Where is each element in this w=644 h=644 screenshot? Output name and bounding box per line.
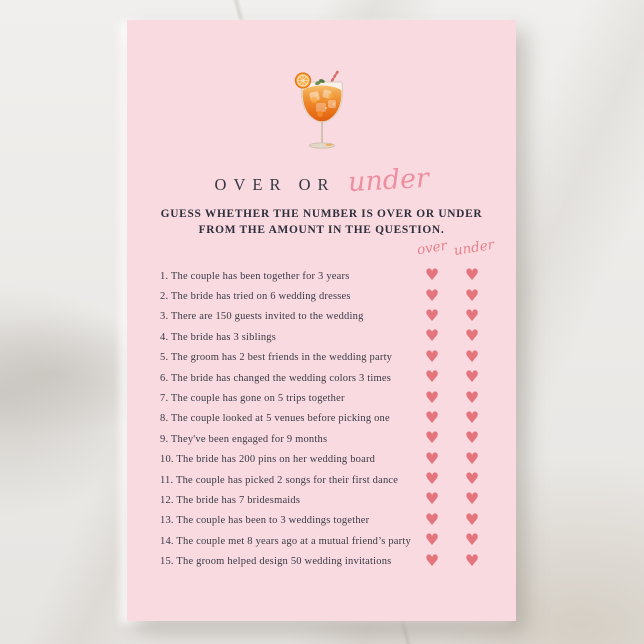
- heart-icon: ♥: [464, 469, 480, 489]
- question-label: The couple has been together for 3 years: [170, 270, 350, 282]
- heart-icon: ♥: [464, 367, 480, 387]
- heart-icon: ♥: [424, 387, 440, 407]
- under-heart-cell: [452, 346, 492, 367]
- question-row: [127, 531, 516, 551]
- question-row: [127, 307, 516, 327]
- heart-icon: ♥: [424, 285, 440, 305]
- under-heart-cell: [452, 448, 492, 469]
- heart-icon: ♥: [464, 550, 480, 570]
- under-heart-cell: [452, 407, 492, 428]
- heart-icon: ♥: [424, 448, 440, 468]
- question-label: The bride has changed the wedding colors 3 times: [170, 372, 392, 384]
- question-row: [127, 286, 516, 306]
- under-heart-cell: [452, 491, 492, 509]
- under-heart-cell: [452, 430, 492, 448]
- heart-icon: ♥: [424, 367, 440, 387]
- under-heart-cell: [452, 509, 492, 530]
- heart-icon: ♥: [424, 326, 440, 346]
- heart-icon: ♥: [464, 407, 480, 427]
- heart-icon: ♥: [464, 305, 480, 325]
- question-number: 12.: [160, 494, 174, 506]
- heart-icon: ♥: [424, 530, 440, 550]
- spritz-cocktail-icon: [290, 70, 354, 158]
- question-text: [127, 454, 412, 465]
- question-number: 3.: [160, 311, 169, 323]
- question-number: 2.: [160, 291, 169, 303]
- question-text: [127, 556, 412, 567]
- heart-icon: ♥: [424, 305, 440, 325]
- instructions-line1: GUESS WHETHER THE NUMBER IS OVER OR UNDER: [160, 208, 483, 220]
- question-text: [127, 311, 412, 322]
- card-title: [127, 162, 516, 199]
- heart-icon: ♥: [424, 469, 440, 489]
- question-number: 10.: [160, 454, 174, 466]
- over-heart-cell: [412, 285, 452, 306]
- over-heart-cell: [412, 267, 452, 285]
- question-row: [127, 348, 516, 368]
- question-list: [127, 266, 516, 572]
- game-card: [127, 20, 516, 621]
- question-number: 11.: [160, 474, 174, 486]
- question-number: 13.: [160, 515, 174, 527]
- question-number: 8.: [160, 413, 169, 425]
- question-number: 7.: [160, 393, 169, 405]
- over-heart-cell: [412, 471, 452, 489]
- heart-icon: ♥: [424, 509, 440, 529]
- question-text: [127, 413, 412, 424]
- under-heart-cell: [452, 285, 492, 306]
- under-heart-cell: [452, 550, 492, 571]
- over-heart-cell: [412, 532, 452, 550]
- question-text: [127, 332, 412, 343]
- heart-icon: ♥: [424, 346, 440, 366]
- question-text: [127, 271, 412, 282]
- question-row: [127, 327, 516, 347]
- heart-icon: ♥: [464, 489, 480, 509]
- question-row: [127, 470, 516, 490]
- question-row: [127, 490, 516, 510]
- over-heart-cell: [412, 491, 452, 509]
- question-number: 9.: [160, 433, 169, 445]
- over-heart-cell: [412, 448, 452, 469]
- over-heart-cell: [412, 328, 452, 346]
- under-heart-cell: [452, 369, 492, 387]
- under-heart-cell: [452, 532, 492, 550]
- question-text: [127, 475, 412, 486]
- over-heart-cell: [412, 430, 452, 448]
- question-label: The bride has 7 bridesmaids: [176, 494, 301, 506]
- heart-icon: ♥: [464, 346, 480, 366]
- question-label: The couple has picked 2 songs for their first dance: [175, 474, 399, 486]
- under-heart-cell: [452, 267, 492, 285]
- question-number: 5.: [160, 352, 169, 364]
- over-column-label: over: [415, 237, 449, 259]
- heart-icon: ♥: [424, 550, 440, 570]
- heart-icon: ♥: [464, 265, 480, 285]
- question-label: The couple has gone on 5 trips together: [170, 393, 345, 405]
- question-text: [127, 536, 412, 547]
- question-label: The couple met 8 years ago at a mutual friend’s party: [176, 535, 411, 547]
- over-heart-cell: [412, 369, 452, 387]
- question-row: [127, 409, 516, 429]
- heart-icon: ♥: [464, 509, 480, 529]
- question-row: [127, 368, 516, 388]
- question-text: [127, 515, 412, 526]
- question-row: [127, 266, 516, 286]
- question-label: The groom has 2 best friends in the wedding party: [170, 352, 393, 364]
- under-heart-cell: [452, 328, 492, 346]
- question-text: [127, 434, 412, 445]
- question-text: [127, 495, 412, 506]
- under-heart-cell: [452, 387, 492, 408]
- heart-icon: ♥: [464, 326, 480, 346]
- question-number: 4.: [160, 331, 169, 343]
- over-heart-cell: [412, 509, 452, 530]
- question-row: [127, 429, 516, 449]
- heart-icon: ♥: [464, 530, 480, 550]
- question-number: 15.: [160, 556, 174, 568]
- question-row: [127, 511, 516, 531]
- question-text: [127, 352, 412, 363]
- heart-icon: ♥: [464, 285, 480, 305]
- under-heart-cell: [452, 305, 492, 326]
- over-heart-cell: [412, 387, 452, 408]
- title-under-script: under: [346, 162, 430, 199]
- over-heart-cell: [412, 346, 452, 367]
- question-label: There are 150 guests invited to the wedding: [170, 311, 364, 323]
- under-column-label: under: [452, 236, 496, 260]
- question-label: The groom helped design 50 wedding invitations: [176, 556, 392, 568]
- heart-icon: ♥: [464, 448, 480, 468]
- over-heart-cell: [412, 550, 452, 571]
- heart-icon: ♥: [424, 407, 440, 427]
- over-heart-cell: [412, 407, 452, 428]
- question-label: The couple has been to 3 weddings together: [176, 515, 370, 527]
- question-row: [127, 450, 516, 470]
- question-text: [127, 393, 412, 404]
- under-heart-cell: [452, 471, 492, 489]
- heart-icon: ♥: [464, 428, 480, 448]
- question-label: The bride has 3 siblings: [170, 331, 277, 343]
- question-label: The bride has 200 pins on her wedding board: [176, 454, 376, 466]
- question-row: [127, 551, 516, 571]
- heart-icon: ♥: [424, 428, 440, 448]
- question-number: 1.: [160, 270, 169, 282]
- heart-icon: ♥: [424, 489, 440, 509]
- heart-icon: ♥: [464, 387, 480, 407]
- question-label: The couple looked at 5 venues before picking one: [170, 413, 390, 425]
- question-text: [127, 373, 412, 384]
- instructions-line2: FROM THE AMOUNT IN THE QUESTION.: [198, 223, 445, 236]
- question-label: They've been engaged for 9 months: [170, 433, 328, 445]
- question-label: The bride has tried on 6 wedding dresses: [170, 291, 351, 303]
- title-over-or: OVER OR: [214, 175, 336, 194]
- question-row: [127, 388, 516, 408]
- heart-icon: ♥: [424, 265, 440, 285]
- question-text: [127, 291, 412, 302]
- question-number: 14.: [160, 535, 174, 547]
- question-number: 6.: [160, 372, 169, 384]
- over-heart-cell: [412, 305, 452, 326]
- instructions: [127, 207, 516, 238]
